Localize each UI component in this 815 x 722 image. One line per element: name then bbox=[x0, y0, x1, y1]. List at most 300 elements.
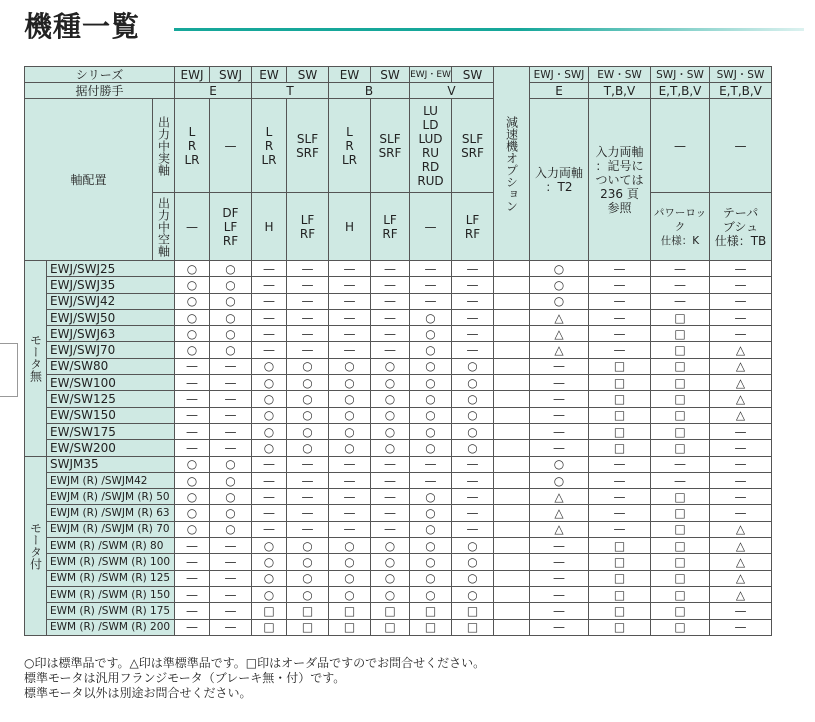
availability-cell: △ bbox=[710, 521, 772, 537]
availability-cell: ○ bbox=[452, 375, 494, 391]
availability-cell: — bbox=[710, 472, 772, 488]
availability-cell: ○ bbox=[410, 440, 452, 456]
table-row bbox=[25, 261, 772, 277]
availability-cell: — bbox=[210, 570, 252, 586]
availability-cell bbox=[494, 293, 530, 309]
availability-cell bbox=[494, 326, 530, 342]
model-name: EWJ/SWJ25 bbox=[47, 261, 175, 277]
availability-cell: — bbox=[252, 505, 287, 521]
availability-cell: ○ bbox=[287, 440, 329, 456]
availability-cell: — bbox=[287, 505, 329, 521]
table-row bbox=[25, 375, 772, 391]
availability-cell: ○ bbox=[410, 309, 452, 325]
availability-cell: ○ bbox=[287, 358, 329, 374]
table-row bbox=[25, 554, 772, 570]
note-line: ○印は標準品です。△印は準標準品です。□印はオーダ品ですのでお問合せください。 bbox=[24, 656, 486, 670]
availability-cell: — bbox=[371, 472, 410, 488]
availability-cell bbox=[494, 277, 530, 293]
availability-cell: □ bbox=[452, 619, 494, 635]
availability-cell: — bbox=[175, 391, 210, 407]
model-name: EWJ/SWJ42 bbox=[47, 293, 175, 309]
model-name: EWJM (R) /SWJM (R) 50 bbox=[47, 489, 175, 505]
availability-cell: □ bbox=[589, 619, 651, 635]
availability-cell: — bbox=[329, 309, 371, 325]
series-cell: EWJ bbox=[175, 67, 210, 83]
availability-cell: ○ bbox=[371, 586, 410, 602]
availability-cell: □ bbox=[651, 391, 710, 407]
availability-cell: ○ bbox=[410, 423, 452, 439]
note-line: 標準モータは汎用フランジモータ（ブレーキ無・付）です。 bbox=[24, 671, 346, 685]
availability-cell: ○ bbox=[452, 570, 494, 586]
availability-cell: ○ bbox=[175, 309, 210, 325]
availability-cell: — bbox=[175, 375, 210, 391]
table-row bbox=[25, 326, 772, 342]
availability-cell: — bbox=[710, 440, 772, 456]
availability-cell: — bbox=[589, 505, 651, 521]
availability-cell: — bbox=[329, 456, 371, 472]
availability-cell: ○ bbox=[530, 277, 589, 293]
availability-cell: — bbox=[329, 472, 371, 488]
availability-cell: — bbox=[210, 603, 252, 619]
availability-cell: — bbox=[175, 554, 210, 570]
availability-cell bbox=[494, 538, 530, 554]
availability-cell: ○ bbox=[329, 358, 371, 374]
availability-cell: ○ bbox=[210, 342, 252, 358]
availability-cell: — bbox=[175, 603, 210, 619]
availability-cell: — bbox=[371, 456, 410, 472]
availability-cell: ○ bbox=[530, 261, 589, 277]
availability-cell: — bbox=[710, 326, 772, 342]
solid-shaft-cell: SLF SRF bbox=[287, 99, 329, 193]
model-name: EW/SW200 bbox=[47, 440, 175, 456]
availability-cell: ○ bbox=[210, 326, 252, 342]
availability-cell: ○ bbox=[252, 570, 287, 586]
availability-cell: ○ bbox=[329, 423, 371, 439]
availability-cell: — bbox=[210, 538, 252, 554]
availability-cell: ○ bbox=[252, 375, 287, 391]
option-cell: パワーロック 仕様：K bbox=[651, 193, 710, 261]
availability-cell bbox=[494, 489, 530, 505]
series-cell: SWJ bbox=[210, 67, 252, 83]
availability-cell: ○ bbox=[252, 358, 287, 374]
availability-cell: — bbox=[530, 423, 589, 439]
availability-cell: ○ bbox=[530, 293, 589, 309]
availability-cell bbox=[494, 521, 530, 537]
availability-cell: ○ bbox=[175, 489, 210, 505]
availability-cell: — bbox=[710, 489, 772, 505]
availability-cell: — bbox=[329, 505, 371, 521]
availability-cell: ○ bbox=[210, 293, 252, 309]
option-mount-cell: E,T,B,V bbox=[651, 83, 710, 99]
group-label: モータ無 bbox=[25, 261, 47, 457]
model-name: EWM (R) /SWM (R) 175 bbox=[47, 603, 175, 619]
availability-cell: — bbox=[175, 407, 210, 423]
availability-cell: — bbox=[252, 342, 287, 358]
availability-cell: □ bbox=[651, 570, 710, 586]
option-cell: テーパ ブシュ 仕様：TB bbox=[710, 193, 772, 261]
availability-cell: △ bbox=[710, 570, 772, 586]
model-name: EWJM (R) /SWJM42 bbox=[47, 472, 175, 488]
table-row bbox=[25, 342, 772, 358]
model-name: EWM (R) /SWM (R) 100 bbox=[47, 554, 175, 570]
availability-cell: — bbox=[329, 342, 371, 358]
availability-cell: ○ bbox=[287, 391, 329, 407]
availability-cell: △ bbox=[710, 342, 772, 358]
availability-cell: — bbox=[530, 391, 589, 407]
availability-cell: — bbox=[252, 489, 287, 505]
mount-group-cell: E bbox=[175, 83, 252, 99]
availability-cell: ○ bbox=[410, 407, 452, 423]
model-name: EW/SW125 bbox=[47, 391, 175, 407]
availability-cell: ○ bbox=[329, 570, 371, 586]
mount-group-cell: V bbox=[410, 83, 494, 99]
availability-cell: ○ bbox=[175, 456, 210, 472]
availability-cell: — bbox=[371, 277, 410, 293]
availability-cell: □ bbox=[651, 619, 710, 635]
availability-cell: — bbox=[410, 293, 452, 309]
availability-cell: ○ bbox=[410, 391, 452, 407]
table-row bbox=[25, 505, 772, 521]
model-name: EWM (R) /SWM (R) 80 bbox=[47, 538, 175, 554]
hollow-shaft-cell: H bbox=[329, 193, 371, 261]
availability-cell: □ bbox=[589, 440, 651, 456]
availability-cell: ○ bbox=[410, 586, 452, 602]
availability-cell: □ bbox=[329, 603, 371, 619]
availability-cell: △ bbox=[710, 391, 772, 407]
availability-cell: — bbox=[371, 326, 410, 342]
availability-cell bbox=[494, 375, 530, 391]
availability-cell: — bbox=[252, 521, 287, 537]
availability-cell bbox=[494, 309, 530, 325]
availability-cell: ○ bbox=[287, 375, 329, 391]
availability-cell: — bbox=[452, 326, 494, 342]
availability-cell: ○ bbox=[410, 342, 452, 358]
availability-cell: □ bbox=[589, 554, 651, 570]
solid-shaft-header: 出力中実軸 bbox=[153, 99, 175, 193]
availability-cell bbox=[494, 423, 530, 439]
availability-cell: — bbox=[175, 358, 210, 374]
availability-cell: △ bbox=[530, 505, 589, 521]
availability-cell: — bbox=[175, 423, 210, 439]
series-cell: SW bbox=[452, 67, 494, 83]
availability-cell: □ bbox=[651, 440, 710, 456]
availability-cell: — bbox=[710, 261, 772, 277]
option-cell: 入力両軸 ：T2 bbox=[530, 99, 589, 261]
availability-cell: ○ bbox=[287, 570, 329, 586]
availability-cell: □ bbox=[589, 375, 651, 391]
hollow-shaft-cell: H bbox=[252, 193, 287, 261]
availability-cell: ○ bbox=[210, 309, 252, 325]
title-area bbox=[24, 8, 804, 46]
availability-cell: △ bbox=[710, 358, 772, 374]
availability-cell: ○ bbox=[530, 456, 589, 472]
availability-cell: — bbox=[530, 375, 589, 391]
availability-cell: ○ bbox=[175, 342, 210, 358]
availability-cell: — bbox=[452, 309, 494, 325]
availability-cell: — bbox=[589, 277, 651, 293]
availability-cell: □ bbox=[410, 603, 452, 619]
availability-cell: — bbox=[210, 375, 252, 391]
availability-cell: □ bbox=[410, 619, 452, 635]
availability-cell: — bbox=[530, 440, 589, 456]
model-name: EW/SW100 bbox=[47, 375, 175, 391]
availability-cell: □ bbox=[252, 619, 287, 635]
table-row bbox=[25, 407, 772, 423]
availability-cell: □ bbox=[589, 407, 651, 423]
model-list-table bbox=[24, 66, 772, 636]
availability-cell: ○ bbox=[371, 554, 410, 570]
availability-cell: — bbox=[287, 342, 329, 358]
availability-cell: — bbox=[589, 456, 651, 472]
availability-cell: — bbox=[252, 293, 287, 309]
availability-cell bbox=[494, 261, 530, 277]
availability-cell: ○ bbox=[252, 407, 287, 423]
availability-cell: — bbox=[589, 309, 651, 325]
availability-cell: ○ bbox=[329, 407, 371, 423]
availability-cell: ○ bbox=[410, 326, 452, 342]
availability-cell: □ bbox=[651, 586, 710, 602]
availability-cell: ○ bbox=[452, 538, 494, 554]
option-series-cell: SWJ・SW bbox=[651, 67, 710, 83]
option-cell: — bbox=[651, 99, 710, 193]
availability-cell: — bbox=[371, 521, 410, 537]
availability-cell: ○ bbox=[371, 375, 410, 391]
availability-cell: — bbox=[287, 521, 329, 537]
availability-cell: — bbox=[329, 261, 371, 277]
availability-cell: — bbox=[651, 456, 710, 472]
table-row bbox=[25, 99, 772, 193]
availability-cell: ○ bbox=[452, 440, 494, 456]
availability-cell: — bbox=[371, 293, 410, 309]
availability-cell: ○ bbox=[287, 538, 329, 554]
availability-cell: — bbox=[252, 261, 287, 277]
table-row bbox=[25, 619, 772, 635]
availability-cell: ○ bbox=[329, 554, 371, 570]
availability-cell: — bbox=[410, 472, 452, 488]
availability-cell bbox=[494, 505, 530, 521]
table-row bbox=[25, 472, 772, 488]
table-row bbox=[25, 83, 772, 99]
availability-cell: — bbox=[210, 586, 252, 602]
availability-cell: — bbox=[287, 456, 329, 472]
availability-cell: ○ bbox=[329, 586, 371, 602]
availability-cell: — bbox=[530, 570, 589, 586]
series-cell: EW bbox=[252, 67, 287, 83]
availability-cell: ○ bbox=[210, 261, 252, 277]
availability-cell: — bbox=[329, 326, 371, 342]
table-row bbox=[25, 603, 772, 619]
availability-cell: — bbox=[452, 261, 494, 277]
availability-cell: — bbox=[589, 293, 651, 309]
availability-cell: — bbox=[589, 472, 651, 488]
solid-shaft-cell: L R LR bbox=[175, 99, 210, 193]
availability-cell: △ bbox=[530, 326, 589, 342]
availability-cell: ○ bbox=[452, 586, 494, 602]
availability-cell: ○ bbox=[452, 358, 494, 374]
mount-group-cell: T bbox=[252, 83, 329, 99]
availability-cell bbox=[494, 570, 530, 586]
availability-cell: △ bbox=[710, 554, 772, 570]
availability-cell: □ bbox=[651, 342, 710, 358]
availability-cell: — bbox=[452, 505, 494, 521]
availability-cell: — bbox=[710, 456, 772, 472]
model-name: EWJ/SWJ70 bbox=[47, 342, 175, 358]
availability-cell: □ bbox=[589, 391, 651, 407]
availability-cell bbox=[494, 456, 530, 472]
availability-cell: ○ bbox=[329, 538, 371, 554]
option-series-cell: EWJ・SWJ bbox=[530, 67, 589, 83]
availability-cell: □ bbox=[329, 619, 371, 635]
availability-cell: — bbox=[710, 603, 772, 619]
availability-cell: ○ bbox=[252, 440, 287, 456]
option-header: 減速機オプション bbox=[494, 67, 530, 261]
availability-cell: — bbox=[287, 489, 329, 505]
availability-cell: ○ bbox=[252, 554, 287, 570]
availability-cell: ○ bbox=[287, 554, 329, 570]
option-mount-cell: E bbox=[530, 83, 589, 99]
availability-cell: — bbox=[175, 586, 210, 602]
solid-shaft-cell: L R LR bbox=[329, 99, 371, 193]
availability-cell: ○ bbox=[371, 440, 410, 456]
note-line: 標準モータ以外は別途お問合せください。 bbox=[24, 686, 252, 700]
availability-cell: — bbox=[651, 472, 710, 488]
availability-cell: ○ bbox=[371, 391, 410, 407]
availability-cell: ○ bbox=[410, 538, 452, 554]
mount-group-cell: B bbox=[329, 83, 410, 99]
model-name: EWM (R) /SWM (R) 125 bbox=[47, 570, 175, 586]
availability-cell: □ bbox=[589, 423, 651, 439]
availability-cell: □ bbox=[287, 619, 329, 635]
group-label: モータ付 bbox=[25, 456, 47, 635]
availability-cell: ○ bbox=[410, 505, 452, 521]
hollow-shaft-cell: LF RF bbox=[287, 193, 329, 261]
availability-cell: ○ bbox=[410, 489, 452, 505]
availability-cell: □ bbox=[651, 505, 710, 521]
availability-cell: □ bbox=[452, 603, 494, 619]
availability-cell: — bbox=[287, 261, 329, 277]
availability-cell: □ bbox=[651, 603, 710, 619]
availability-cell: ○ bbox=[452, 391, 494, 407]
model-name: EW/SW150 bbox=[47, 407, 175, 423]
model-name: EWJ/SWJ35 bbox=[47, 277, 175, 293]
availability-cell: — bbox=[530, 554, 589, 570]
availability-cell: △ bbox=[710, 407, 772, 423]
model-name: EWJM (R) /SWJM (R) 70 bbox=[47, 521, 175, 537]
hollow-shaft-cell: LF RF bbox=[452, 193, 494, 261]
availability-cell: ○ bbox=[410, 554, 452, 570]
series-cell: EW bbox=[329, 67, 371, 83]
option-series-cell: SWJ・SW bbox=[710, 67, 772, 83]
page-title: 機種一覧 bbox=[24, 10, 141, 43]
availability-cell: ○ bbox=[210, 277, 252, 293]
availability-cell bbox=[494, 391, 530, 407]
availability-cell: — bbox=[329, 277, 371, 293]
availability-cell: — bbox=[651, 277, 710, 293]
availability-cell: ○ bbox=[210, 456, 252, 472]
availability-cell: ○ bbox=[452, 407, 494, 423]
availability-cell: ○ bbox=[329, 391, 371, 407]
availability-cell: □ bbox=[651, 358, 710, 374]
notes bbox=[24, 656, 485, 701]
side-index-tab bbox=[0, 343, 18, 397]
availability-cell: — bbox=[530, 603, 589, 619]
title-rule bbox=[174, 28, 804, 31]
availability-cell: — bbox=[410, 277, 452, 293]
availability-cell: ○ bbox=[371, 538, 410, 554]
availability-cell: △ bbox=[530, 489, 589, 505]
table-row bbox=[25, 538, 772, 554]
series-header: シリーズ bbox=[25, 67, 175, 83]
axis-header: 軸配置 bbox=[25, 99, 153, 261]
availability-cell: ○ bbox=[175, 293, 210, 309]
availability-cell: — bbox=[710, 505, 772, 521]
option-mount-cell: T,B,V bbox=[589, 83, 651, 99]
availability-cell: — bbox=[452, 342, 494, 358]
model-name: SWJM35 bbox=[47, 456, 175, 472]
availability-cell: — bbox=[287, 326, 329, 342]
availability-cell: △ bbox=[530, 342, 589, 358]
mount-header: 据付勝手 bbox=[25, 83, 175, 99]
solid-shaft-cell: — bbox=[210, 99, 252, 193]
availability-cell: — bbox=[452, 489, 494, 505]
model-name: EWJ/SWJ50 bbox=[47, 309, 175, 325]
availability-cell: — bbox=[452, 277, 494, 293]
availability-cell bbox=[494, 619, 530, 635]
availability-cell: — bbox=[287, 472, 329, 488]
model-name: EWM (R) /SWM (R) 150 bbox=[47, 586, 175, 602]
availability-cell: — bbox=[452, 456, 494, 472]
availability-cell bbox=[494, 586, 530, 602]
option-series-cell: EW・SW bbox=[589, 67, 651, 83]
availability-cell bbox=[494, 440, 530, 456]
availability-cell: — bbox=[371, 489, 410, 505]
availability-cell: □ bbox=[371, 619, 410, 635]
series-cell: SW bbox=[371, 67, 410, 83]
availability-cell: ○ bbox=[175, 521, 210, 537]
availability-cell: — bbox=[210, 440, 252, 456]
availability-cell: — bbox=[589, 261, 651, 277]
availability-cell: — bbox=[175, 440, 210, 456]
model-name: EW/SW175 bbox=[47, 423, 175, 439]
availability-cell: — bbox=[410, 456, 452, 472]
availability-cell: ○ bbox=[530, 472, 589, 488]
availability-cell: — bbox=[530, 619, 589, 635]
availability-cell: △ bbox=[530, 521, 589, 537]
availability-cell: ○ bbox=[410, 521, 452, 537]
table-row bbox=[25, 293, 772, 309]
availability-cell: — bbox=[175, 538, 210, 554]
availability-cell: — bbox=[371, 261, 410, 277]
availability-cell: ○ bbox=[410, 375, 452, 391]
availability-cell: — bbox=[287, 277, 329, 293]
availability-cell: — bbox=[210, 391, 252, 407]
availability-cell: □ bbox=[651, 309, 710, 325]
availability-cell: ○ bbox=[175, 472, 210, 488]
table-row bbox=[25, 277, 772, 293]
model-name: EWJM (R) /SWJM (R) 63 bbox=[47, 505, 175, 521]
availability-cell: — bbox=[210, 554, 252, 570]
availability-cell: ○ bbox=[410, 570, 452, 586]
availability-cell: ○ bbox=[287, 586, 329, 602]
availability-cell: ○ bbox=[329, 440, 371, 456]
availability-cell: □ bbox=[252, 603, 287, 619]
availability-cell: □ bbox=[589, 358, 651, 374]
hollow-shaft-header: 出力中空軸 bbox=[153, 193, 175, 261]
table-row bbox=[25, 489, 772, 505]
availability-cell: ○ bbox=[410, 358, 452, 374]
table-row bbox=[25, 570, 772, 586]
availability-cell: — bbox=[410, 261, 452, 277]
